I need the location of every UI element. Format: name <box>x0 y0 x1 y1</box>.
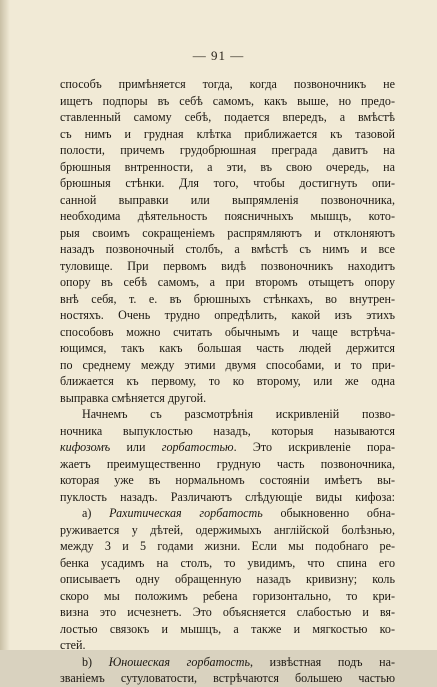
text-line: описываетъ одну обращенную назадъ кривизну; коль <box>60 572 395 586</box>
text-line: способовъ можно считать обычнымъ и чаще встрѣча- <box>60 324 395 339</box>
text-line: жаетъ преимущественно грудную часть позвоночника, <box>60 456 395 471</box>
text-line: брюшныя внтренности, а эти, въ свою очередь, на <box>60 159 395 174</box>
text-line: ближается къ первому, то ко второму, или же одна <box>60 374 395 388</box>
text-line: визна это исчезнетъ. Это объясняется слабостью и вя- <box>60 605 395 619</box>
text-line: полости, причемъ грудобрюшная преграда давитъ на <box>60 143 395 157</box>
text-line: ищетъ подпоры въ себѣ самомъ, какъ выше, но предо- <box>60 93 395 108</box>
text-line: назадъ позвоночный столбъ, а вмѣстѣ съ нимъ и все <box>60 242 395 256</box>
text-line: руживается у дѣтей, одержимыхъ англійской болѣзнью, <box>60 522 395 537</box>
page-edge-shadow <box>0 0 10 650</box>
text-line: ющимся, такъ какъ большая часть людей держится <box>60 341 395 355</box>
text-line: рыя своимъ сокращеніемъ распрямляютъ и отклоняютъ <box>60 225 395 240</box>
text-line: опору въ себѣ самомъ, а при второмъ отыщетъ опору <box>60 275 395 289</box>
text-line: а) Рахитическая горбатость обыкновенно обна- <box>82 506 396 520</box>
text-line: съ нимъ и грудная клѣтка приближается къ тазовой <box>60 126 395 141</box>
text-line: кифозомъ или горбатостью. Это искривленіе пора- <box>60 440 395 454</box>
text-line: стей. <box>60 638 86 652</box>
text-line: бенка усадимъ на столъ, то увидимъ, что спина его <box>60 555 395 570</box>
text-line: необходима дѣятельность поясничныхъ мышцъ, кото- <box>60 209 395 223</box>
text-line: лостью связокъ и мышцъ, а также и мягкостью ко- <box>60 621 395 636</box>
text-line: скоро мы положимъ ребена горизонтально, то кри- <box>60 588 395 603</box>
text-line: туловище. При первомъ видѣ позвоночникъ находитъ <box>60 258 395 273</box>
body-text <box>60 76 395 687</box>
text-line: ностяхъ. Очень трудно опредѣлить, какой изъ этихъ <box>60 308 395 322</box>
text-line: которая уже въ нормальномъ состояніи имѣетъ вы- <box>60 473 395 487</box>
text-line: способъ примѣняется тогда, когда позвоночникъ не <box>60 77 395 91</box>
text-line: званіемъ сутуловатости, встрѣчаются большею частью <box>60 671 395 685</box>
page-number: — 91 — <box>192 48 245 63</box>
text-line: Начнемъ съ разсмотрѣнія искривленій позво- <box>82 407 395 421</box>
text-line: ставленный самому себѣ, подается впередъ, а вмѣстѣ <box>60 110 395 124</box>
text-line: санной выправки или выпрямленія позвоночника, <box>60 192 395 207</box>
text-line: брюшныя стѣнки. Для того, чтобы достигнуть опи- <box>60 176 395 190</box>
text-line: между 3 и 5 годами жизни. Если мы подобнаго ре- <box>60 539 395 553</box>
text-line: ночника выпуклостью назадъ, которыя называются <box>60 423 395 438</box>
text-line: по среднему между этими двумя способами, и то при- <box>60 357 395 372</box>
text-line: внѣ себя, т. е. въ брюшныхъ стѣнкахъ, во внутрен- <box>60 291 395 306</box>
text-line: пуклость назадъ. Различаютъ слѣдующіе виды кифоза: <box>60 489 395 504</box>
text-line: выправка смѣняется другой. <box>60 390 207 405</box>
text-line: b) Юношеская горбатость, извѣстная подъ на- <box>82 654 395 669</box>
